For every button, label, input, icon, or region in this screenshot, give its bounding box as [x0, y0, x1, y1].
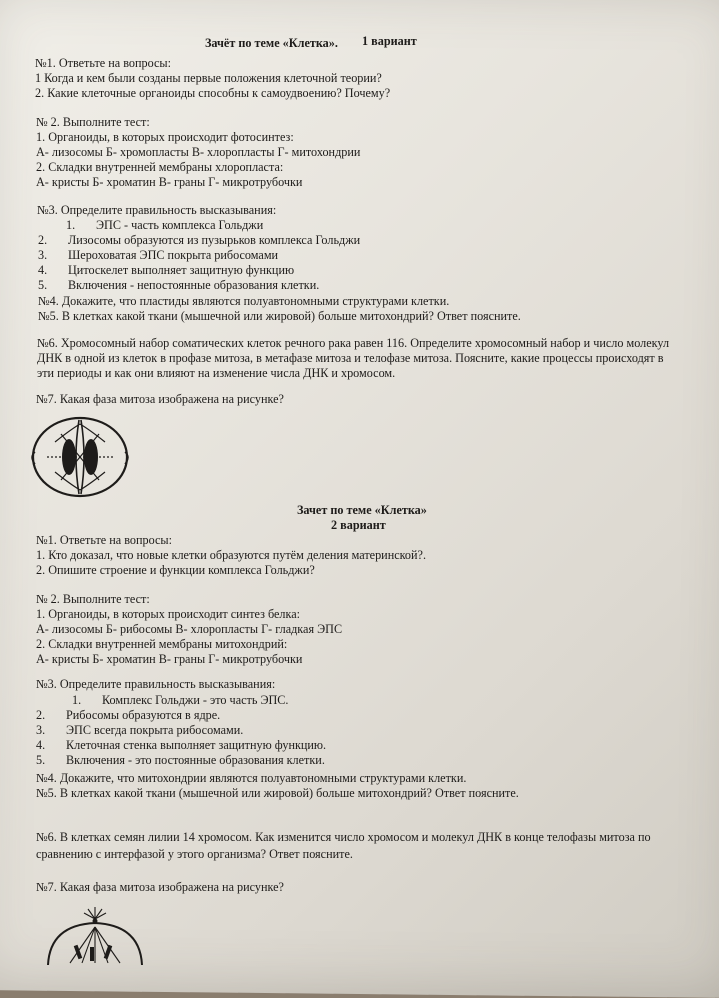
v2-q3-statement: 5. Включения - это постоянные образования клетки.: [36, 753, 325, 767]
v1-q3-statement: 1. ЭПС - часть комплекса Гольджи: [66, 218, 264, 232]
v2-q6-line-1: №6. В клетках семян лилии 14 хромосом. Как изменится число хромосом и молекул ДНК в конце телофазы митоза по: [36, 830, 651, 844]
v1-q3-statement: 2. Лизосомы образуются из пузырьков комплекса Гольджи: [38, 233, 361, 247]
v2-q3-statement: 4. Клеточная стенка выполняет защитную функцию.: [36, 738, 327, 752]
v1-q2-item-1: 1. Органоиды, в которых происходит фотосинтез:: [36, 130, 294, 144]
v1-q1-item-1: 1 Когда и кем были созданы первые положения клеточной теории?: [35, 71, 382, 85]
v2-q1-heading: №1. Ответьте на вопросы:: [36, 533, 172, 547]
v1-q3-statement: 5. Включения - непостоянные образования клетки.: [38, 278, 320, 292]
v1-q6-line-3: эти периоды и как они влияют на изменение числа ДНК и хромосом.: [37, 366, 396, 380]
v1-q1-item-2: 2. Какие клеточные органоиды способны к самоудвоению? Почему?: [35, 86, 391, 100]
v2-q3-statement: 2. Рибосомы образуются в ядре.: [36, 708, 221, 722]
v1-q2-answers-2: А- кристы Б- хроматин В- граны Г- микротрубочки: [36, 175, 303, 189]
v1-title: Зачёт по теме «Клетка».: [205, 36, 338, 50]
v2-q2-answers-1: А- лизосомы Б- рибосомы В- хлоропласты Г- гладкая ЭПС: [36, 622, 343, 636]
v2-q1-item-2: 2. Опишите строение и функции комплекса Гольджи?: [36, 563, 315, 577]
v2-q2-item-1: 1. Органоиды, в которых происходит синтез белка:: [36, 607, 301, 621]
v1-q6-line-2: ДНК в одной из клеток в профазе митоза, в метафазе митоза и телофазе митоза. Поясните, какие процессы происходят в: [37, 351, 664, 365]
v2-q6-line-2: сравнению с интерфазой у этого организма? Ответ поясните.: [36, 847, 353, 861]
v1-q2-answers-1: А- лизосомы Б- хромопласты В- хлоропласты Г- митохондрии: [36, 145, 361, 159]
v1-q3-heading: №3. Определите правильность высказывания:: [37, 203, 277, 217]
v1-q1-heading: №1. Ответьте на вопросы:: [35, 56, 171, 70]
v1-q5: №5. В клетках какой ткани (мышечной или жировой) больше митохондрий? Ответ поясните.: [38, 309, 521, 323]
v1-q3-statement: 3. Шероховатая ЭПС покрыта рибосомами: [38, 248, 279, 262]
v1-q2-heading: № 2. Выполните тест:: [36, 115, 150, 129]
v2-q2-heading: № 2. Выполните тест:: [36, 592, 150, 606]
mitosis-figure-2: [40, 905, 150, 965]
v2-q4: №4. Докажите, что митохондрии являются полуавтономными структурами клетки.: [36, 771, 467, 785]
v2-title: Зачет по теме «Клетка»: [297, 503, 427, 517]
v1-q3-statement: 4. Цитоскелет выполняет защитную функцию: [38, 263, 295, 277]
v2-q5: №5. В клетках какой ткани (мышечной или жировой) больше митохондрий? Ответ поясните.: [36, 786, 519, 800]
v2-q7: №7. Какая фаза митоза изображена на рисунке?: [36, 880, 284, 894]
v1-q7: №7. Какая фаза митоза изображена на рисунке?: [36, 392, 284, 406]
v1-q4: №4. Докажите, что пластиды являются полуавтономными структурами клетки.: [38, 294, 450, 308]
v2-q2-item-2: 2. Складки внутренней мембраны митохондрий:: [36, 637, 288, 651]
mitosis-figure-1: [25, 412, 135, 502]
v2-q2-answers-2: А- кристы Б- хроматин В- граны Г- микротрубочки: [36, 652, 303, 666]
v2-q3-statement: 3. ЭПС всегда покрыта рибосомами.: [36, 723, 244, 737]
v1-variant: 1 вариант: [362, 34, 417, 48]
v2-variant: 2 вариант: [331, 518, 386, 532]
v2-q1-item-1: 1. Кто доказал, что новые клетки образуются путём деления материнской?.: [36, 548, 427, 562]
v1-q2-item-2: 2. Складки внутренней мембраны хлоропласта:: [36, 160, 284, 174]
v2-q3-heading: №3. Определите правильность высказывания:: [36, 677, 276, 691]
v1-q6-line-1: №6. Хромосомный набор соматических клеток речного рака равен 116. Определите хромосомный набор и число молекул: [37, 336, 670, 350]
v2-q3-statement: 1. Комплекс Гольджи - это часть ЭПС.: [72, 693, 289, 707]
